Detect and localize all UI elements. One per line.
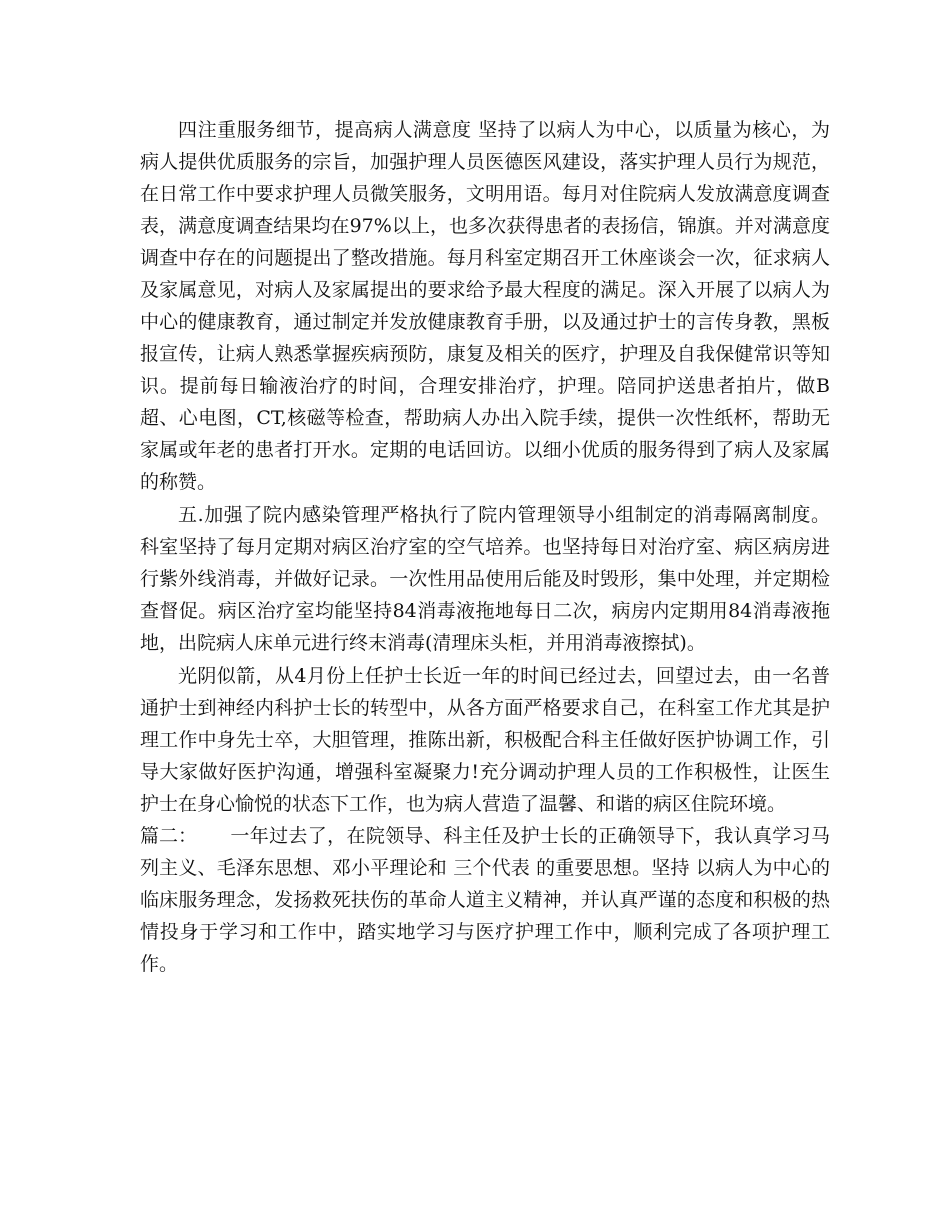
- paragraph-head-nurse-review: 光阴似箭，从4月份上任护士长近一年的时间已经过去，回望过去，由一名普通护士到神经内科护士长的转型中，从各方面严格要求自己，在科室工作尤其是护理工作中身先士卒，大胆管理，推陈出新，积极配合科主任做好医护协调工作，引导大家做好医护沟通，增强科室凝聚力!充分调动护理人员的工作积极性，让医生护士在身心愉悦的状态下工作，也为病人营造了温馨、和谐的病区住院环境。: [140, 665, 830, 815]
- paragraph-infection-control: 五.加强了院内感染管理严格执行了院内管理领导小组制定的消毒隔离制度。科室坚持了每月定期对病区治疗室的空气培养。也坚持每日对治疗室、病区病房进行紫外线消毒，并做好记录。一次性用品使用后能及时毁形，集中处理，并定期检查督促。病区治疗室均能坚持84消毒液拖地每日二次，病房内定期用84消毒液拖地，出院病人床单元进行终末消毒(清理床头柜，并用消毒液擦拭)。: [140, 504, 830, 654]
- part-two-label: 篇二：: [140, 825, 198, 847]
- paragraph-part-two: [140, 820, 830, 980]
- paragraph-service-details: 四注重服务细节，提高病人满意度 坚持了以病人为中心，以质量为核心，为病人提供优质服务的宗旨，加强护理人员医德医风建设，落实护理人员行为规范，在日常工作中要求护理人员微笑服务，文明用语。每月对住院病人发放满意度调查表，满意度调查结果均在97%以上，也多次获得患者的表扬信，锦旗。并对满意度调查中存在的问题提出了整改措施。每月科室定期召开工休座谈会一次，征求病人及家属意见，对病人及家属提出的要求给予最大程度的满足。深入开展了以病人为中心的健康教育，通过制定并发放健康教育手册，以及通过护士的言传身教，黑板报宣传，让病人熟悉掌握疾病预防，康复及相关的医疗，护理及自我保健常识等知识。提前每日输液治疗的时间，合理安排治疗，护理。陪同护送患者拍片，做B超、心电图，CT,核磁等检查，帮助病人办出入院手续，提供一次性纸杯，帮助无家属或年老的患者打开水。定期的电话回访。以细小优质的服务得到了病人及家属的称赞。: [140, 119, 830, 493]
- part-two-text: 一年过去了，在院领导、科主任及护士长的正确领导下，我认真学习马列主义、毛泽东思想、邓小平理论和 三个代表 的重要思想。坚持 以病人为中心的临床服务理念，发扬救死扶伤的革命人道主义精神，并认真严谨的态度和积极的热情投身于学习和工作中，踏实地学习与医疗护理工作中，顺利完成了各项护理工作。: [140, 825, 830, 975]
